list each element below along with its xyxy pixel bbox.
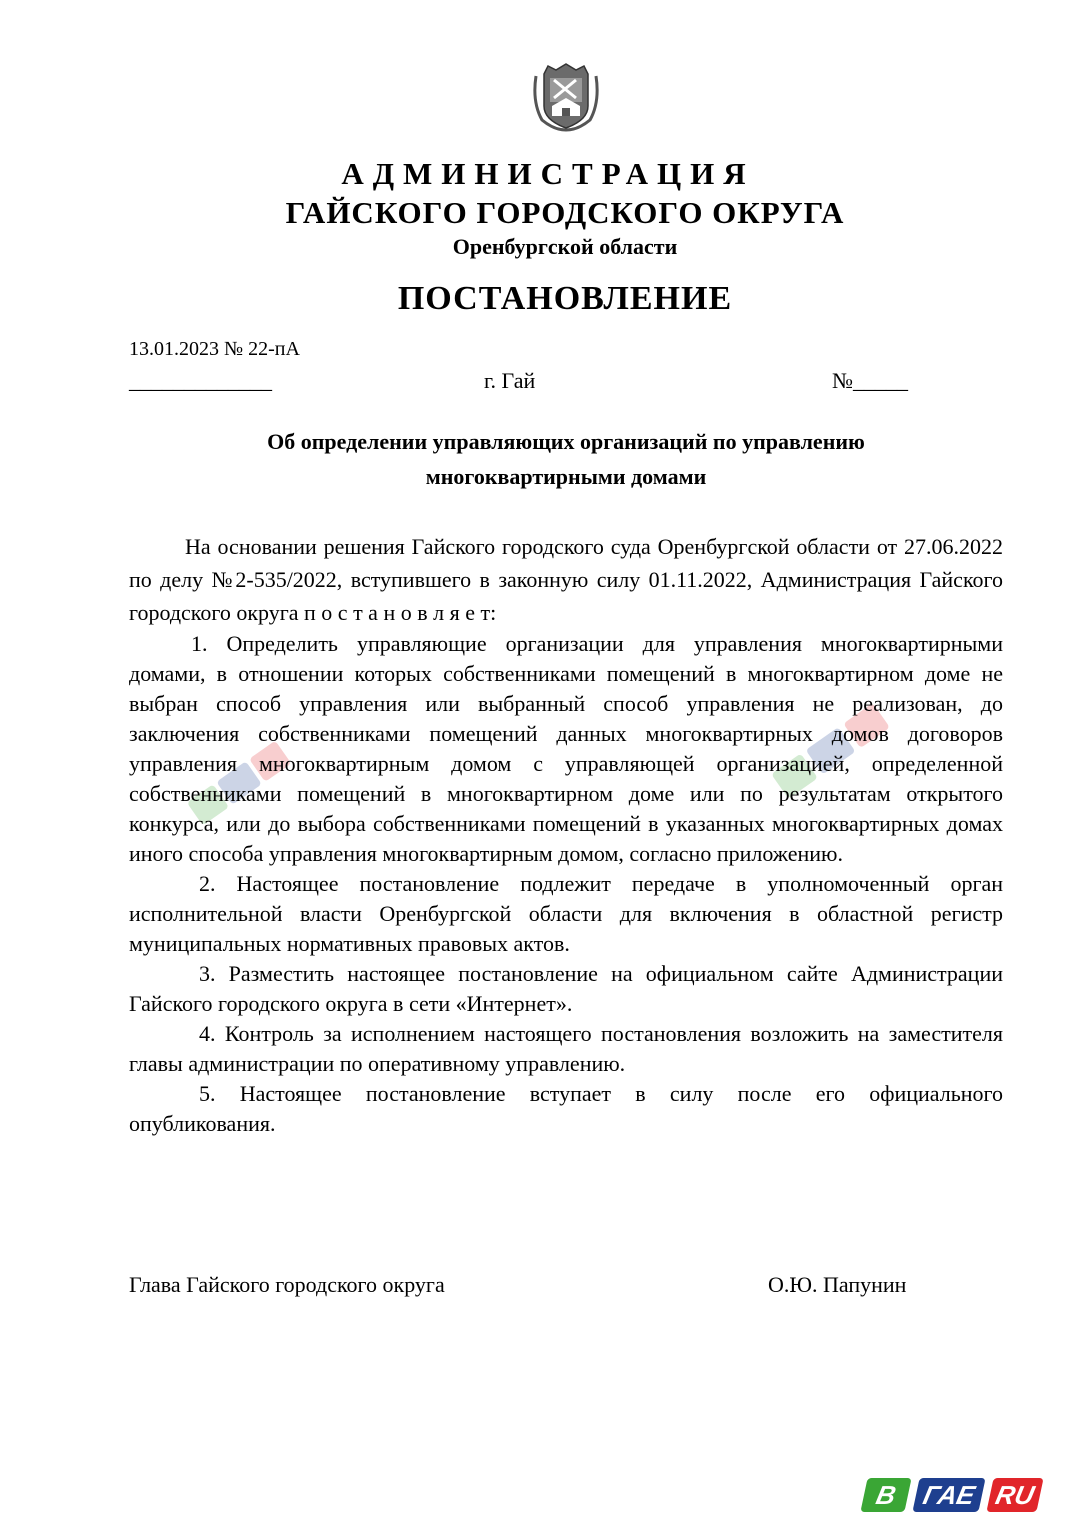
logo-part-blue: ГАЕ — [912, 1478, 985, 1512]
number-blank-line: №_____ — [832, 368, 908, 393]
signatory-name: О.Ю. Папунин — [768, 1272, 907, 1297]
date-blank-line: _____________ — [129, 368, 272, 393]
subject-line: Об определении управляющих организаций по управлению — [267, 429, 865, 454]
signatory-title: Глава Гайского городского округа — [129, 1272, 445, 1297]
document-type: ПОСТАНОВЛЕНИЕ — [397, 280, 733, 317]
document-subject — [129, 424, 1003, 494]
logo-part-red: RU — [986, 1478, 1043, 1512]
site-logo — [864, 1478, 1040, 1514]
resolution-items — [129, 629, 1003, 1139]
document-body — [129, 530, 1003, 1139]
org-title: АДМИНИСТРАЦИЯ — [341, 156, 755, 191]
intro-paragraph: На основании решения Гайского городского суда Оренбургской области от 27.06.2022 по делу №2-535/2022, вступившего в законную силу 01.11.2022, Администрация Гайского городского округа п о с т а н о в л я е т: — [129, 534, 1003, 625]
resolution-item: 4. Контроль за исполнением настоящего постановления возложить на заместителя главы администрации по оперативному управлению. — [129, 1021, 1003, 1076]
document-date-number: 13.01.2023 № 22-пА — [129, 338, 300, 360]
org-subtitle: ГАЙСКОГО ГОРОДСКОГО ОКРУГА — [285, 195, 845, 230]
resolution-item: 3. Разместить настоящее постановление на официальном сайте Администрации Гайского городского округа в сети «Интернет». — [129, 961, 1003, 1016]
city-name: г. Гай — [484, 368, 536, 393]
resolution-item: 1. Определить управляющие организации для управления многоквартирными домами, в отношении которых собственниками помещений в многоквартирном доме не выбран способ управления или выбранный способ управления не реализован, до заключения собственниками помещений данных многоквартирных домов договоров управления многоквартирным домом с управляющей организацией, определенной собственниками помещений в многоквартирном доме или по результатам открытого конкурса, или до выбора собственниками помещений в указанных многоквартирных домах иного способа управления многоквартирным домом, согласно приложению. — [129, 631, 1003, 866]
resolution-item: 2. Настоящее постановление подлежит передаче в уполномоченный орган исполнительной власти Оренбургской области для включения в областной регистр муниципальных нормативных правовых актов. — [129, 871, 1003, 956]
subject-line: многоквартирными домами — [425, 464, 707, 489]
coat-of-arms-emblem — [530, 62, 602, 132]
resolution-item: 5. Настоящее постановление вступает в силу после его официального опубликования. — [129, 1081, 1003, 1136]
region-name: Оренбургской области — [452, 234, 678, 259]
logo-part-green: В — [860, 1478, 911, 1512]
